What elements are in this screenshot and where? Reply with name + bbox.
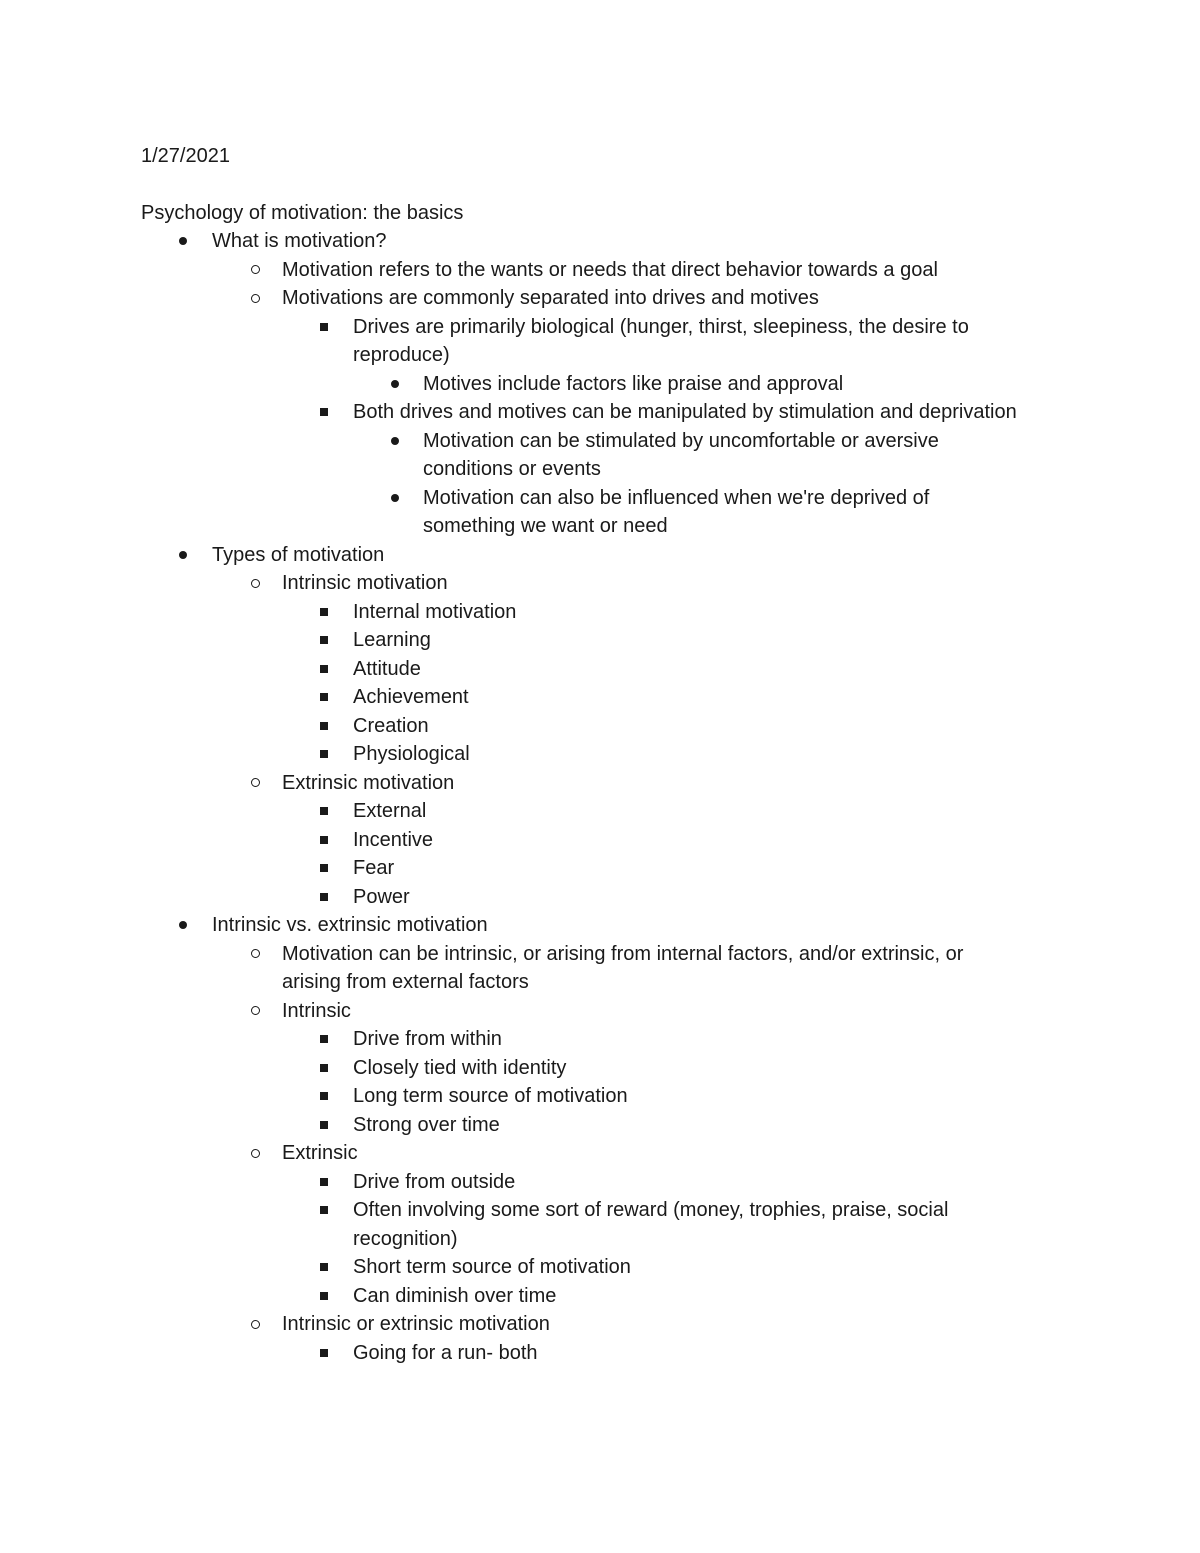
list-item [141,569,1022,598]
list-item [141,769,1022,798]
list-item-text: Extrinsic [282,1142,358,1164]
list-item-text: Intrinsic motivation [282,572,448,594]
filled-circle-icon [391,380,399,388]
list-item [141,740,1023,769]
list-item-text: Going for a run- both [353,1341,538,1364]
list-item [141,655,1023,684]
list-item-text: Power [353,885,410,908]
bullet-marker [248,569,262,598]
list-item [141,883,1023,912]
list-item [141,256,1022,285]
bullet-marker [176,227,190,256]
bullet-marker [248,1139,262,1168]
filled-square-icon [320,1092,328,1100]
bullet-marker [388,370,402,399]
list-item-text: Motivation can be intrinsic, or arising from internal factors, and/or extrinsic, or arising from external factors [282,942,964,993]
list-item [141,1025,1023,1054]
bullet-marker [317,797,331,826]
filled-square-icon [320,864,328,872]
list-item [141,541,1032,570]
bullet-marker [317,398,331,427]
list-item [141,427,1023,484]
document-date: 1/27/2021 [141,145,230,167]
bullet-marker [248,940,262,969]
list-item [141,712,1023,741]
list-item [141,398,1023,427]
filled-square-icon [320,636,328,644]
list-item [141,1168,1023,1197]
hollow-circle-icon [251,579,260,588]
list-item-text: Drive from outside [353,1170,516,1193]
filled-square-icon [320,323,328,331]
bullet-marker [248,997,262,1026]
bullet-marker [388,484,402,513]
bullet-marker [317,1253,331,1282]
bullet-marker [176,541,190,570]
list-item [141,1054,1023,1083]
bullet-marker [248,769,262,798]
list-item-text: Intrinsic or extrinsic motivation [282,1313,550,1335]
list-item-text: Physiological [353,743,470,765]
list-item [141,227,1032,256]
list-item [141,1082,1023,1111]
list-item [141,1310,1022,1339]
list-item-text: Intrinsic [282,999,351,1022]
bullet-marker [317,598,331,627]
list-item-text: Drive from within [353,1028,502,1050]
list-item-text: Short term source of motivation [353,1256,631,1278]
bullet-marker [317,1339,331,1368]
list-item-text: Creation [353,714,429,737]
filled-square-icon [320,1121,328,1129]
list-item-text: Types of motivation [212,543,385,566]
list-item [141,484,1023,541]
filled-square-icon [320,1178,328,1186]
bullet-marker [317,883,331,912]
bullet-marker [388,427,402,456]
list-item-text: Incentive [353,828,434,851]
list-item-text: Intrinsic vs. extrinsic motivation [212,914,488,936]
list-item-text: External [353,800,427,822]
bullet-marker [317,854,331,883]
list-item [141,1339,1023,1368]
hollow-circle-icon [251,294,260,303]
list-item [141,284,1022,313]
list-item-text: Motivation can also be influenced when we're deprived of something we want or need [423,486,930,537]
list-item-text: Fear [353,857,395,879]
hollow-circle-icon [251,1149,260,1158]
filled-circle-icon [179,921,187,929]
list-item [141,911,1032,940]
filled-square-icon [320,1292,328,1300]
list-item-text: Motivation refers to the wants or needs that direct behavior towards a goal [282,258,938,281]
list-item [141,683,1023,712]
bullet-marker [317,683,331,712]
list-item [141,1111,1023,1140]
bullet-marker [248,284,262,313]
hollow-circle-icon [251,1320,260,1329]
filled-circle-icon [179,551,187,559]
filled-square-icon [320,807,328,815]
list-item [141,1253,1023,1282]
list-item [141,940,1022,997]
filled-circle-icon [391,437,399,445]
list-item-text: Achievement [353,686,469,708]
list-item [141,370,1023,399]
bullet-marker [176,911,190,940]
list-item-text: Both drives and motives can be manipulated by stimulation and deprivation [353,401,1017,423]
bullet-marker [317,1054,331,1083]
list-item [141,1196,1023,1253]
filled-square-icon [320,722,328,730]
filled-circle-icon [391,494,399,502]
bullet-marker [317,740,331,769]
filled-square-icon [320,1349,328,1357]
list-item-text: Learning [353,629,431,651]
hollow-circle-icon [251,778,260,787]
list-item-text: Attitude [353,657,421,680]
list-item-text: Closely tied with identity [353,1056,567,1079]
list-item [141,1139,1022,1168]
filled-square-icon [320,1206,328,1214]
notes-outline [141,227,1041,1367]
list-item-text: Strong over time [353,1113,500,1136]
bullet-marker [248,256,262,285]
list-item [141,826,1023,855]
list-item [141,1282,1023,1311]
filled-square-icon [320,1035,328,1043]
bullet-marker [317,1111,331,1140]
document-title: Psychology of motivation: the basics [141,202,464,224]
list-item-text: Long term source of motivation [353,1085,628,1107]
list-item [141,313,1023,370]
filled-square-icon [320,836,328,844]
filled-square-icon [320,665,328,673]
filled-square-icon [320,693,328,701]
filled-square-icon [320,750,328,758]
filled-square-icon [320,1064,328,1072]
hollow-circle-icon [251,949,260,958]
bullet-marker [317,826,331,855]
list-item-text: What is motivation? [212,230,387,252]
filled-circle-icon [179,237,187,245]
list-item-text: Often involving some sort of reward (money, trophies, praise, social recognition) [353,1199,949,1250]
bullet-marker [317,712,331,741]
bullet-marker [317,1082,331,1111]
filled-square-icon [320,608,328,616]
list-item-text: Internal motivation [353,600,517,623]
bullet-marker [317,655,331,684]
list-item [141,626,1023,655]
list-item [141,797,1023,826]
list-item-text: Drives are primarily biological (hunger, thirst, sleepiness, the desire to reproduce) [353,315,969,366]
bullet-marker [317,1025,331,1054]
bullet-marker [317,313,331,342]
bullet-marker [317,626,331,655]
bullet-marker [317,1282,331,1311]
list-item-text: Motives include factors like praise and approval [423,372,844,395]
bullet-marker [317,1168,331,1197]
list-item [141,598,1023,627]
filled-square-icon [320,408,328,416]
bullet-marker [248,1310,262,1339]
filled-square-icon [320,1263,328,1271]
hollow-circle-icon [251,1006,260,1015]
list-item-text: Extrinsic motivation [282,771,455,794]
bullet-marker [317,1196,331,1225]
list-item-text: Motivations are commonly separated into drives and motives [282,287,819,309]
list-item [141,854,1023,883]
filled-square-icon [320,893,328,901]
hollow-circle-icon [251,265,260,274]
list-item-text: Can diminish over time [353,1284,557,1307]
list-item [141,997,1022,1026]
list-item-text: Motivation can be stimulated by uncomfortable or aversive conditions or events [423,429,939,480]
